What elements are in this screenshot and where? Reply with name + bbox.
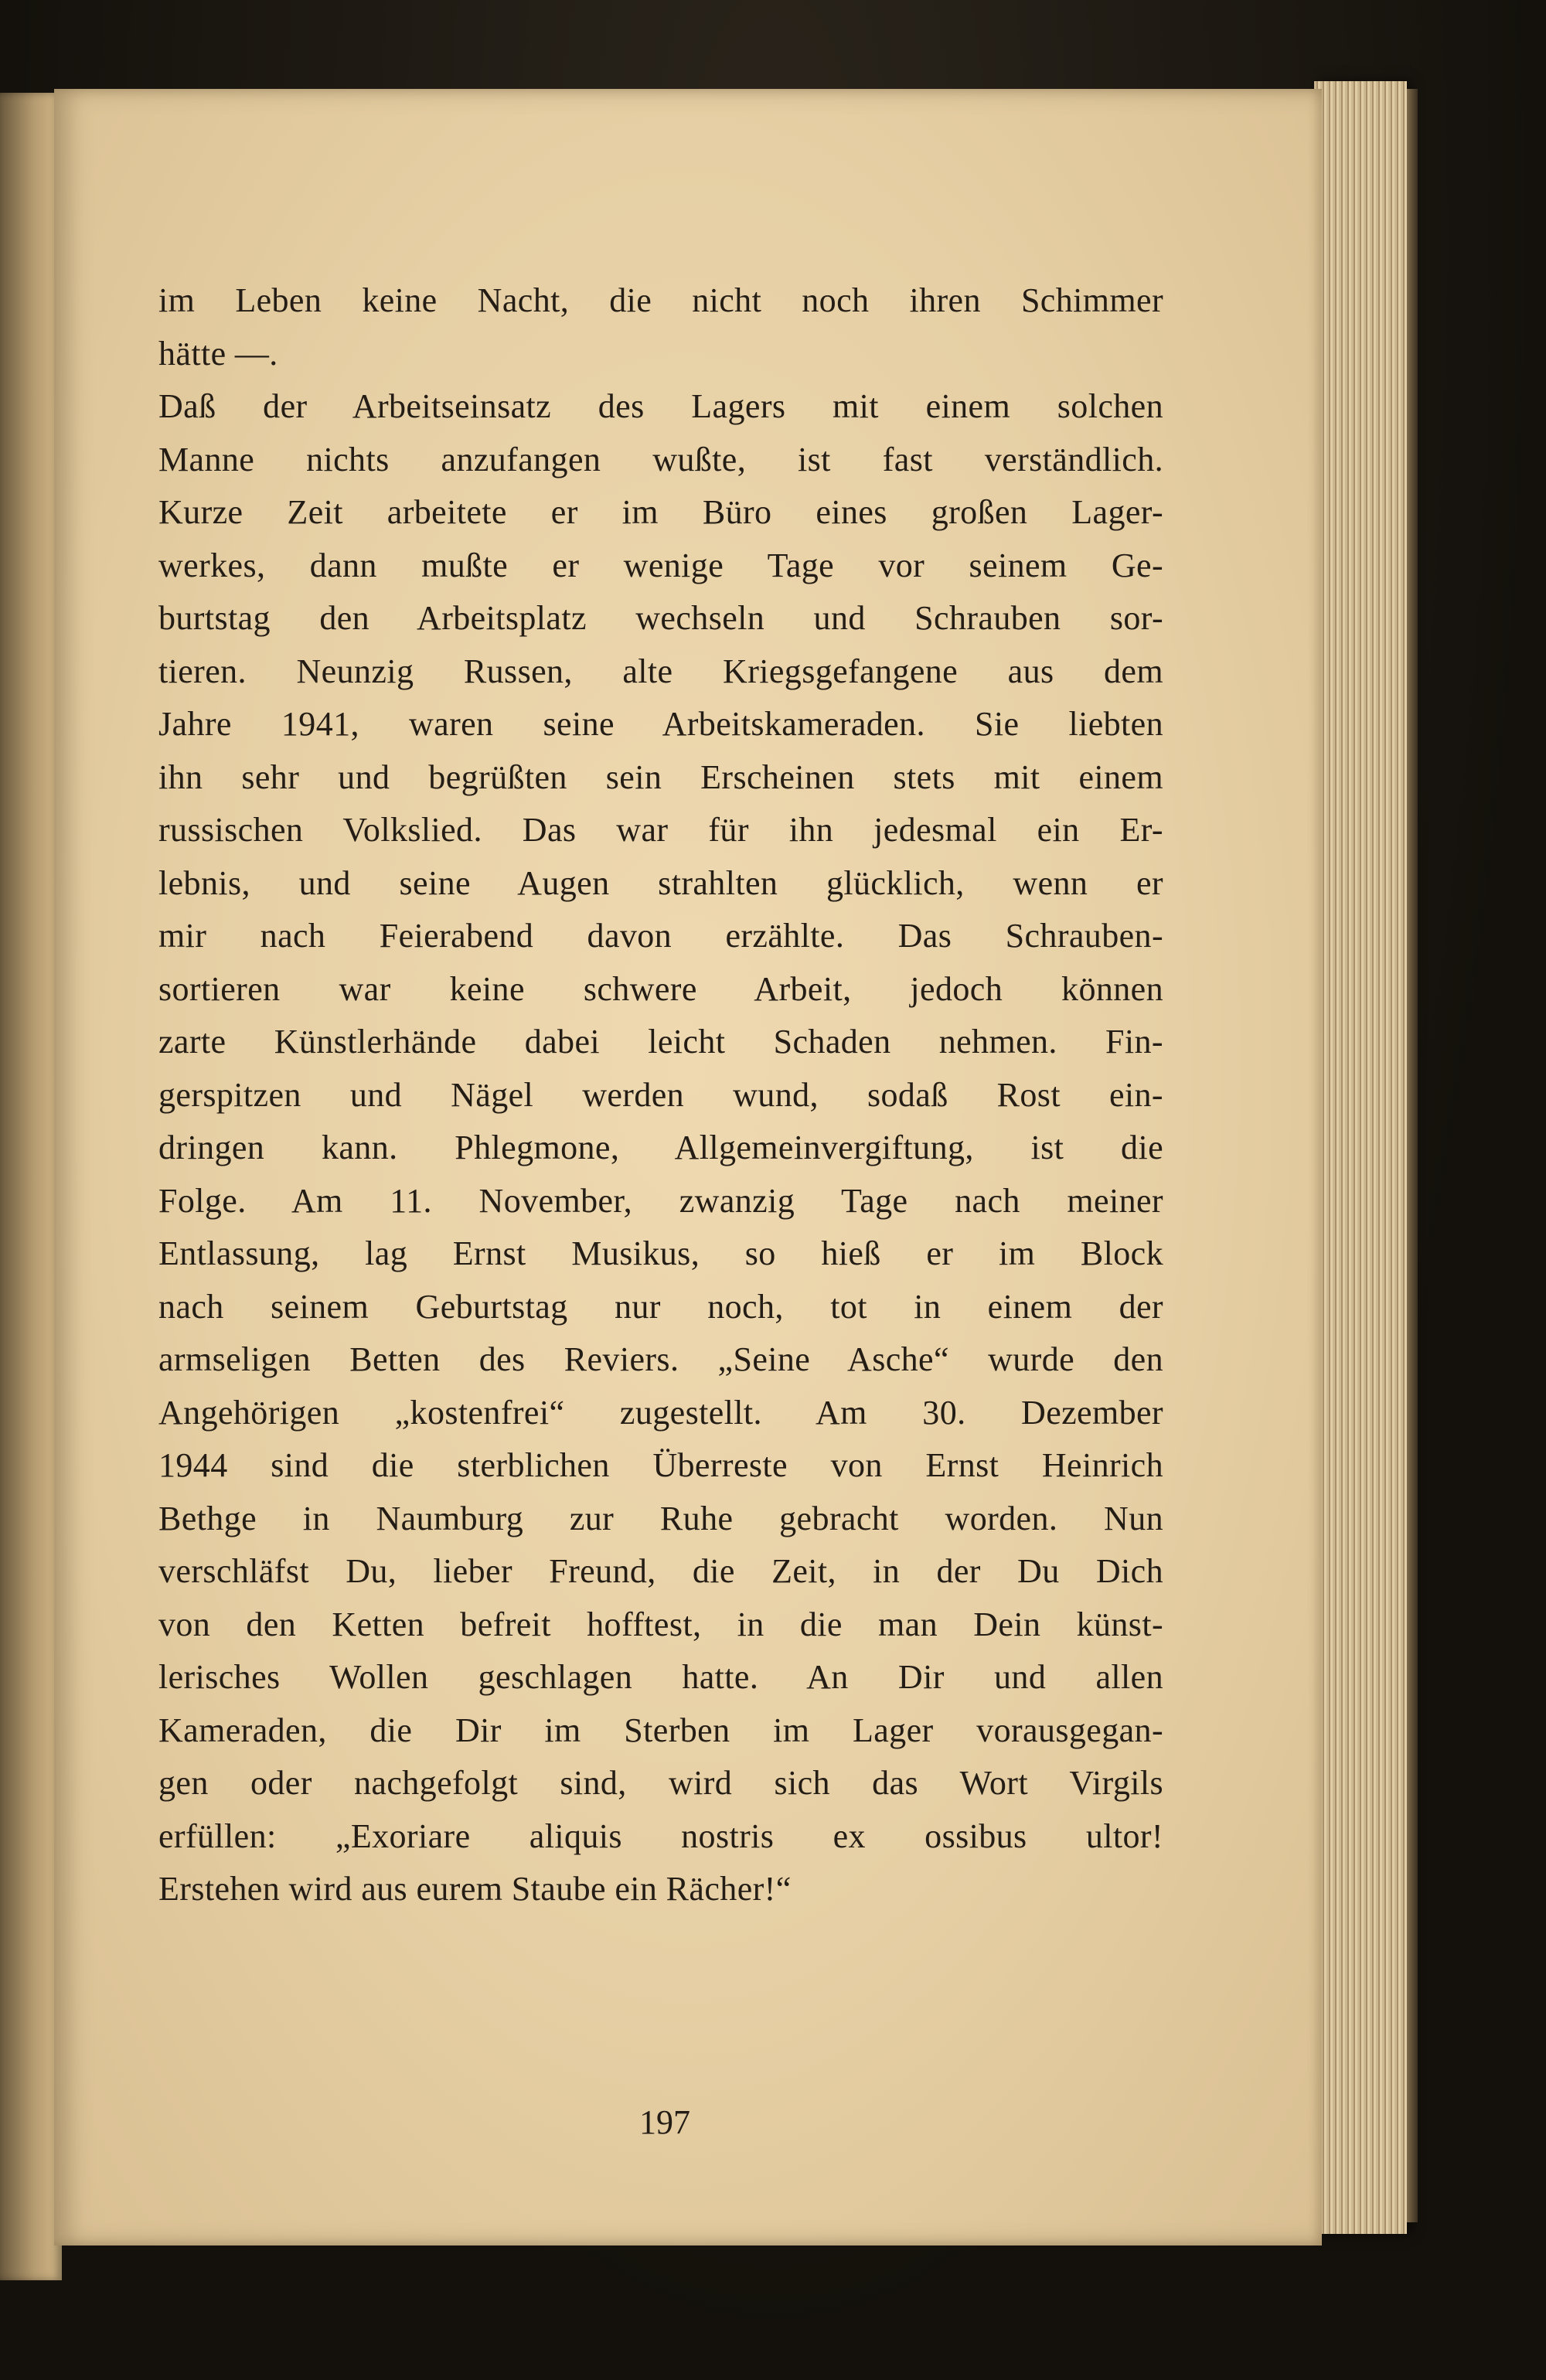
text-line: von den Ketten befreit hofftest, in die man Dein künst- [158,1605,1163,1643]
text-line: ihn sehr und begrüßten sein Erscheinen stets mit einem [158,758,1163,796]
text-line: dringen kann. Phlegmone, Allgemeinvergiftung, ist die [158,1129,1163,1166]
text-line: Angehörigen „kostenfrei“ zugestellt. Am 30. Dezember [158,1393,1163,1432]
text-line: lebnis, und seine Augen strahlten glücklich, wenn er [158,863,1163,902]
text-line: im Leben keine Nacht, die nicht noch ihren Schimmer [158,281,1163,319]
text-line: zarte Künstlerhände dabei leicht Schaden nehmen. Fin- [158,1023,1163,1061]
previous-page-edge [0,93,62,2280]
text-line: Bethge in Naumburg zur Ruhe gebracht worden. Nun [158,1499,1163,1537]
text-line: hätte —. [158,334,278,373]
text-line: armseligen Betten des Reviers. „Seine Asche“ wurde den [158,1340,1163,1378]
page-stack-edge [1314,81,1407,2234]
text-line: Manne nichts anzufangen wußte, ist fast verständlich. [158,440,1163,478]
book-page [54,89,1322,2246]
text-line: 1944 sind die sterblichen Überreste von Ernst Heinrich [158,1446,1163,1484]
text-line: russischen Volkslied. Das war für ihn jedesmal ein Er- [158,811,1163,849]
text-line: nach seinem Geburtstag nur noch, tot in einem der [158,1287,1163,1326]
text-line: Folge. Am 11. November, zwanzig Tage nach meiner [158,1181,1163,1220]
text-line: Jahre 1941, waren seine Arbeitskameraden. Sie liebten [158,705,1163,743]
text-line: gerspitzen und Nägel werden wund, sodaß Rost ein- [158,1075,1163,1114]
text-line: tieren. Neunzig Russen, alte Kriegsgefangene aus dem [158,652,1163,690]
text-line: werkes, dann mußte er wenige Tage vor seinem Ge- [158,546,1163,584]
text-line: sortieren war keine schwere Arbeit, jedoch können [158,969,1163,1008]
text-line: Erstehen wird aus eurem Staube ein Rächer!“ [158,1870,792,1908]
page-number: 197 [639,2103,690,2141]
body-text [158,274,1163,1916]
text-line: Daß der Arbeitseinsatz des Lagers mit einem solchen [158,387,1163,425]
text-line: Entlassung, lag Ernst Musikus, so hieß er im Block [158,1234,1163,1272]
text-line: erfüllen: „Exoriare aliquis nostris ex ossibus ultor! [158,1816,1163,1855]
text-line: Kurze Zeit arbeitete er im Büro eines großen Lager- [158,493,1163,531]
text-line: burtstag den Arbeitsplatz wechseln und Schrauben sor- [158,599,1163,637]
text-line: verschläfst Du, lieber Freund, die Zeit, in der Du Dich [158,1552,1163,1590]
text-line: gen oder nachgefolgt sind, wird sich das Wort Virgils [158,1764,1163,1802]
text-line: Kameraden, die Dir im Sterben im Lager vorausgegan- [158,1711,1163,1749]
text-line: lerisches Wollen geschlagen hatte. An Dir und allen [158,1658,1163,1696]
text-line: mir nach Feierabend davon erzählte. Das Schrauben- [158,917,1163,955]
